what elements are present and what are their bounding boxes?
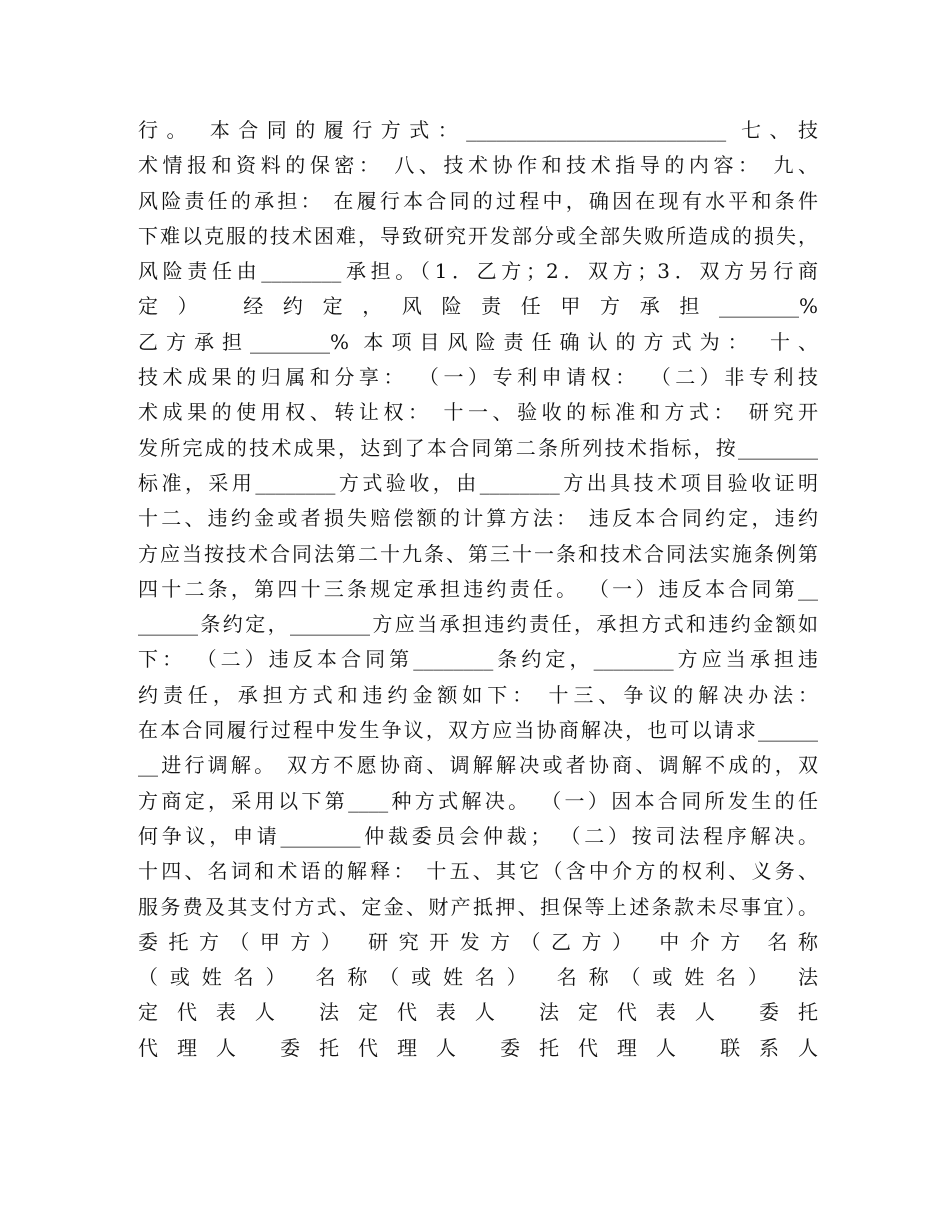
- text-line: __进行调解。 双方不愿协商、调解解决或者协商、调解不成的，双: [138, 753, 818, 778]
- text-line: 方应当按技术合同法第二十九条、第三十一条和技术合同法实施条例第: [138, 541, 818, 566]
- text-line: 服务费及其支付方式、定金、财产抵押、担保等上述条款未尽事宜）。: [138, 894, 818, 919]
- text-line: 发所完成的技术成果，达到了本合同第二条所列技术指标，按________: [138, 435, 818, 460]
- text-line: 乙方承担________% 本项目风险责任确认的方式为： 十、: [138, 329, 818, 354]
- text-line: 下： （二）违反本合同第________条约定，________方应当承担违: [138, 647, 818, 672]
- text-line: 何争议，申请________仲裁委员会仲裁； （二）按司法程序解决。: [138, 823, 818, 848]
- text-line: （或姓名） 名称（或姓名） 名称（或姓名） 法: [138, 965, 818, 990]
- text-line: 四十二条，第四十三条规定承担违约责任。 （一）违反本合同第__: [138, 576, 818, 601]
- text-line: 技术成果的归属和分享： （一）专利申请权： （二）非专利技: [138, 365, 818, 390]
- text-line: 风险责任的承担： 在履行本合同的过程中，确因在现有水平和条件: [138, 188, 818, 213]
- text-line: 在本合同履行过程中发生争议，双方应当协商解决，也可以请求______: [138, 718, 818, 743]
- text-line: 委托方（甲方） 研究开发方（乙方） 中介方 名称: [138, 929, 818, 954]
- text-line: 定） 经约定，风险责任甲方承担________%: [138, 294, 818, 319]
- text-line: 风险责任由________承担。（1．乙方；2．双方；3．双方另行商: [138, 259, 818, 284]
- text-line: 术情报和资料的保密： 八、技术协作和技术指导的内容： 九、: [138, 153, 818, 178]
- text-line: 方商定，采用以下第____种方式解决。 （一）因本合同所发生的任: [138, 788, 818, 813]
- text-line: 术成果的使用权、转让权： 十一、验收的标准和方式： 研究开: [138, 400, 818, 425]
- text-line: 定代表人 法定代表人 法定代表人 委托: [138, 1000, 818, 1025]
- text-line: 十二、违约金或者损失赔偿额的计算方法： 违反本合同约定，违约: [138, 506, 818, 531]
- text-line: 约责任，承担方式和违约金额如下： 十三、争议的解决办法：: [138, 682, 818, 707]
- text-line: 下难以克服的技术困难，导致研究开发部分或全部失败所造成的损失，: [138, 223, 818, 248]
- text-line: 十四、名词和术语的解释： 十五、其它（含中介方的权利、义务、: [138, 859, 818, 884]
- text-line: ______条约定，________方应当承担违约责任，承担方式和违约金额如: [138, 612, 818, 637]
- text-line: 标准，采用________方式验收，由________方出具技术项目验收证明: [138, 470, 818, 495]
- text-line: 行。 本合同的履行方式：__________________________ 七、技: [138, 118, 818, 142]
- contract-body-text: [138, 113, 818, 1066]
- text-line: 代理人 委托代理人 委托代理人 联系人: [138, 1035, 818, 1060]
